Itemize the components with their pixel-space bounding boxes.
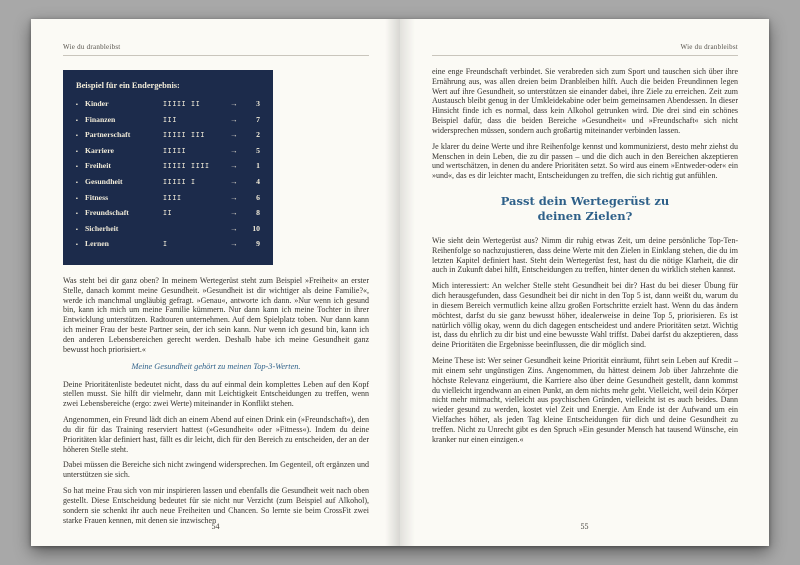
bullet-icon: ▪ (76, 133, 78, 140)
bullet-icon: ▪ (76, 226, 78, 233)
arrow-icon: → (230, 223, 238, 233)
page-right (400, 19, 769, 546)
bullet-icon: ▪ (76, 164, 78, 171)
running-header-text: Wie du dranbleibst (63, 43, 121, 51)
bullet-icon: ▪ (76, 195, 78, 202)
value-row (76, 128, 260, 144)
left-body-column (63, 276, 369, 525)
value-row (76, 144, 260, 160)
value-rank: 7 (256, 114, 260, 124)
paragraph: Deine Prioritätenliste bedeutet nicht, dass du auf einmal dein komplettes Leben auf den Kopf stellen musst. Sie hilft dir vielmehr, dann mit Leichtigkeit Entscheidungen zu treffen, wenn zwei Lebensbereiche (ergo: zwei Werte) miteinander in Konflikt stehen. (63, 379, 369, 409)
arrow-icon: → (230, 176, 238, 186)
value-rank: 3 (256, 99, 260, 108)
running-header-text: Wie du dranbleibst (680, 43, 738, 51)
tally-marks: IIIII IIII (163, 162, 210, 171)
value-label: Gesundheit (85, 176, 123, 186)
paragraph: Mich interessiert: An welcher Stelle steht Gesundheit bei dir? Hast du bei dieser Übung für dich herausgefunden, dass Gesundheit bei dir nicht in den Top 5 ist, dann weißt du, warum du in diesem Bereich vermutlich keine allzu großen Fortschritte erzielt hast. Wenn du das ändern möchtest, darfst du sie ganz bewusst höher, idealerweise in deine Top 5, priorisieren. Es ist natürlich völlig okay, wenn du dich dagegen entscheidest und andere Prioritäten setzt. Wichtig ist, dass du ehrlich zu dir bist und eine bewusste Wahl triffst. Dabei darfst du akzeptieren, dass deine Prioritäten die Ergebnisse beeinflussen, die dir möglich sind. (432, 281, 738, 350)
value-row (76, 222, 260, 238)
arrow-icon: → (230, 192, 238, 202)
value-label: Freundschaft (85, 208, 129, 218)
arrow-icon: → (230, 239, 238, 249)
value-row (76, 113, 260, 129)
right-body-column (432, 67, 738, 445)
value-label: Freiheit (85, 161, 111, 171)
value-label: Sicherheit (85, 223, 119, 233)
value-row (76, 206, 260, 222)
arrow-icon: → (230, 114, 238, 124)
paragraph: Was steht bei dir ganz oben? In meinem Wertegerüst steht zum Beispiel »Freiheit« an erster Stelle, danach kommt meine Gesundheit. »Gesundheit ist dir wichtiger als deine Familie?«, werde ich manchmal ungläubig gefragt. »Genau«, antworte ich dann. »Nur wenn ich gesund bin, kann ich mich um meine Familie kümmern. Nur dann kann ich meine Tochter in ihrer Entwicklung unterstützen. Radtouren unternehmen. Auf dem Spielplatz toben. Nur dann kann ich meiner Frau der beste Partner sein, der ich sein kann. Nur wenn ich gesund bin, kann ich den anderen Lebensbereichen gerecht werden. Deshalb habe ich meine Gesundheit ganz bewusst hoch priorisiert.« (63, 275, 369, 354)
value-label: Kinder (85, 99, 109, 108)
values-list (76, 97, 260, 253)
value-label: Fitness (85, 192, 109, 202)
arrow-icon: → (230, 161, 238, 171)
arrow-icon: → (230, 130, 238, 140)
page-number-left: 54 (211, 522, 220, 531)
value-row (76, 159, 260, 175)
value-rank: 8 (256, 208, 260, 218)
values-box-title: Beispiel für ein Endergebnis: (76, 81, 180, 90)
book-spread (31, 19, 769, 546)
tally-marks: II (163, 209, 173, 218)
bullet-icon: ▪ (76, 211, 78, 218)
page-left (31, 19, 400, 546)
bullet-icon: ▪ (76, 148, 78, 155)
paragraph: Je klarer du deine Werte und ihre Reihenfolge kennst und kommunizierst, desto mehr ziehst du Menschen in dein Leben, die zu dir passen – und die dich auch in den Bereichen akzeptieren und wertschätzen, in denen du andere Prioritäten setzt. So wird aus einem »Entweder-oder« ein »und«, das es dir leichter macht, Entscheidungen zu treffen, die sich richtig gut anfühlen. (432, 141, 738, 181)
value-row (76, 191, 260, 207)
bullet-icon: ▪ (76, 102, 78, 108)
section-heading: Passt dein Wertegerüst zu deinen Zielen? (500, 194, 670, 224)
paragraph: Meine These ist: Wer seiner Gesundheit keine Priorität einräumt, führt sein Leben auf Kredit – mit einem sehr ungünstigen Zins. Angenommen, du hättest deinem Job über Jahrzehnte die höchste Relevanz eingeräumt, die Karriere also über deine Gesundheit gestellt, dann kommst du vielleicht irgendwann an einen Punkt, an dem nichts mehr geht. Vielleicht, weil dein Körper nicht mehr mitmacht, vielleicht aus psychischen Gründen, vielleicht ist es auch beides. Dann wieder gesund zu werden, kostet viel Zeit und Energie. Am Ende ist der Aufwand um ein Vielfaches höher, als jeden Tag kleine Entscheidungen für dich und deine Gesundheit zu treffen. Nicht zu Unrecht gibt es den Spruch »Ein gesunder Mensch hat tausend Wünsche, ein kranker nur einen einzigen.« (432, 356, 738, 444)
tally-marks: I (163, 240, 168, 249)
value-row (76, 97, 260, 113)
paragraph: So hat meine Frau sich von mir inspirieren lassen und ebenfalls die Gesundheit weit nach oben gestellt. Diese Entscheidung bedeutet für sie nicht nur Verzicht (zum Beispiel auf Alkohol), sondern sie schenkt ihr auch neue Freiheiten und Chancen. So lernte sie beim CrossFit zwei starke Frauen kennen, mit denen sie inzwischen (63, 486, 369, 525)
bullet-icon: ▪ (76, 117, 78, 124)
pull-quote: Meine Gesundheit gehört zu meinen Top-3-Werten. (131, 361, 301, 371)
bullet-icon: ▪ (76, 242, 78, 249)
value-label: Finanzen (85, 114, 116, 124)
tally-marks: III (163, 115, 178, 124)
value-rank: 6 (256, 192, 260, 202)
arrow-icon: → (230, 145, 238, 155)
arrow-icon: → (230, 99, 238, 108)
value-rank: 1 (256, 161, 260, 171)
value-rank: 2 (256, 130, 260, 140)
value-rank: 9 (256, 239, 260, 249)
tally-marks: IIIII III (163, 131, 206, 140)
running-header-left (63, 43, 369, 56)
page-number-right: 55 (580, 522, 589, 531)
running-header-right (432, 43, 738, 56)
paragraph: Wie sieht dein Wertegerüst aus? Nimm dir ruhig etwas Zeit, um deine persönliche Top-Ten-Reihenfolge so nachzujustieren, dass deine Werte mit den Zielen in Einklang stehen, die du im letzten Kapitel definiert hast. Steht dein Wertegerüst fest, hast du die nötige Klarheit, die dir auch in Zukunft dabei hilft, Entscheidungen zu treffen, hinter denen du wirklich stehen kannst. (432, 235, 738, 275)
tally-marks: IIIII (163, 146, 187, 155)
value-rank: 10 (252, 223, 260, 233)
value-row (76, 237, 260, 253)
bullet-icon: ▪ (76, 179, 78, 186)
tally-marks: IIIII II (163, 100, 201, 108)
value-rank: 4 (256, 176, 260, 186)
paragraph: Angenommen, ein Freund lädt dich an einem Abend auf einen Drink ein (»Freundschaft«), den du dir für das Training reserviert hattest (»Gesundheit« oder »Fitness«). Indem du deine Prioritäten klar definiert hast, fällt es dir leicht, dich für den Bereich zu entscheiden, der an der höheren Stelle steht. (63, 415, 369, 454)
value-label: Partnerschaft (85, 130, 131, 140)
value-row (76, 175, 260, 191)
paragraph: eine enge Freundschaft verbindet. Sie verabreden sich zum Sport und tauschen sich über ihre Ernährung aus, was allen dreien beim Dranbleiben hilft. Auch die beiden Freundinnen legen Wert auf ihre Gesundheit, so unterstützen sie einander dabei, ihre Ziele zu erreichen. Zeit zum Austausch bleibt genug in der Umkleidekabine oder beim gemeinsamen Abendessen. In dieser Hinsicht finde ich es normal, dass kein Alkohol getrunken wird. Die drei sind ein schönes Beispiel dafür, dass die beiden Bereiche »Gesundheit« und »Freundschaft« sich nicht widersprechen müssen, sondern auch großartig miteinander verbinden lassen. (432, 67, 738, 135)
arrow-icon: → (230, 208, 238, 218)
value-rank: 5 (256, 145, 260, 155)
value-label: Lernen (85, 239, 109, 249)
values-box (63, 70, 273, 265)
paragraph: Dabei müssen die Bereiche sich nicht zwingend widersprechen. Im Gegenteil, oft ergänzen und unterstützen sie sich. (63, 460, 369, 480)
tally-marks: IIIII I (163, 177, 196, 186)
tally-marks: IIII (163, 193, 182, 202)
value-label: Karriere (85, 145, 114, 155)
